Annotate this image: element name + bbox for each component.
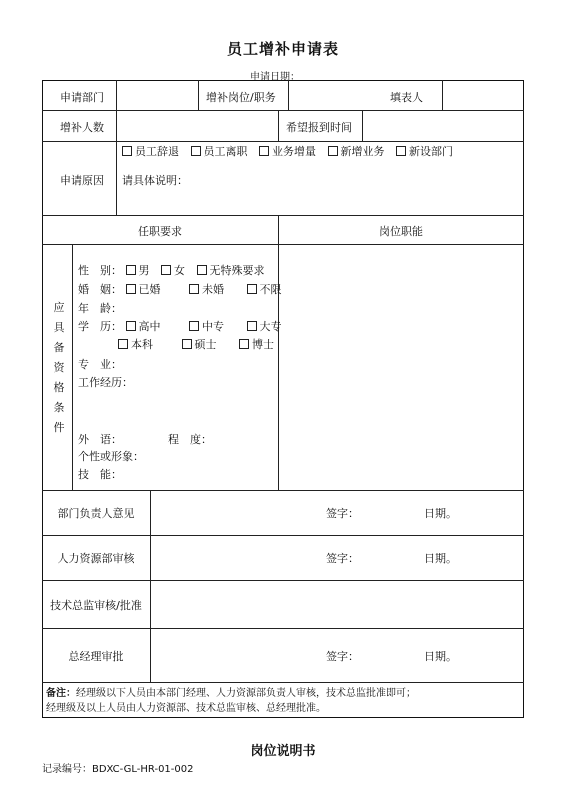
approval-dept-sign: 签字： <box>326 507 359 520</box>
reason-option[interactable]: 业务增量 <box>259 143 316 159</box>
footer-title: 岗位说明书 <box>250 744 316 759</box>
count-field[interactable] <box>118 112 276 139</box>
checkbox-icon <box>182 339 192 349</box>
duties-header: 岗位职能 <box>379 225 423 238</box>
experience-label: 工作经历： <box>78 376 133 389</box>
marital-row: 婚 姻： 已婚 未婚 不限 <box>78 283 282 296</box>
major-label: 专 业： <box>78 358 122 371</box>
requirements-header: 任职要求 <box>138 225 182 238</box>
checkbox-icon <box>126 265 136 275</box>
report-time-label: 希望报到时间 <box>286 121 352 134</box>
language-label: 外 语： <box>78 433 122 446</box>
education-option[interactable]: 硕士 <box>182 336 228 352</box>
checkbox-icon <box>239 339 249 349</box>
checkbox-icon <box>122 146 132 156</box>
duties-field[interactable] <box>280 246 522 488</box>
checkbox-icon <box>259 146 269 156</box>
approval-gm-sign: 签字： <box>326 650 359 663</box>
approval-hr-date: 日期。 <box>424 552 457 565</box>
form-title: 员工增补申请表 <box>226 40 339 58</box>
skills-label: 技 能： <box>78 468 122 481</box>
reason-option[interactable]: 新增业务 <box>328 143 385 159</box>
gender-row: 性 别： 男 女 无特殊要求 <box>78 264 265 277</box>
checkbox-icon <box>328 146 338 156</box>
checkbox-icon <box>161 265 171 275</box>
reason-option[interactable]: 新设部门 <box>396 143 453 159</box>
education-option[interactable]: 博士 <box>239 336 274 352</box>
education-option[interactable]: 本科 <box>118 336 170 352</box>
checkbox-icon <box>189 284 199 294</box>
checkbox-icon <box>247 321 257 331</box>
count-label: 增补人数 <box>60 121 104 134</box>
checkbox-icon <box>126 284 136 294</box>
approval-gm-date: 日期。 <box>424 650 457 663</box>
reason-detail-label: 请具体说明： <box>122 174 188 187</box>
gender-option[interactable]: 男 <box>126 262 150 278</box>
marital-option[interactable]: 不限 <box>247 281 282 297</box>
checkbox-icon <box>197 265 207 275</box>
reason-label: 申请原因 <box>60 174 104 187</box>
age-label: 年 龄： <box>78 302 122 315</box>
reason-option[interactable]: 员工辞退 <box>122 143 179 159</box>
checkbox-icon <box>396 146 406 156</box>
checkbox-icon <box>126 321 136 331</box>
approval-tech-label: 技术总监审核/批准 <box>50 599 142 612</box>
dept-field[interactable] <box>118 82 196 108</box>
checkbox-icon <box>118 339 128 349</box>
approval-dept-date: 日期。 <box>424 507 457 520</box>
personality-label: 个性或形象： <box>78 450 144 463</box>
approval-hr-sign: 签字： <box>326 552 359 565</box>
position-field[interactable] <box>290 82 370 108</box>
reason-options <box>122 143 461 159</box>
gender-option[interactable]: 女 <box>161 262 185 278</box>
education-option[interactable]: 中专 <box>189 318 235 334</box>
checkbox-icon <box>191 146 201 156</box>
checkbox-icon <box>247 284 257 294</box>
marital-option[interactable]: 未婚 <box>189 281 235 297</box>
approval-dept-label: 部门负责人意见 <box>57 507 135 520</box>
note: 备注：经理级以下人员由本部门经理、人力资源部负责人审核，技术总监批准即可； 经理级及以上人员由人力资源部、技术总监审核、总经理批准。 <box>46 688 416 714</box>
checkbox-icon <box>189 321 199 331</box>
record-number: 记录编号：BDXC-GL-HR-01-002 <box>42 764 194 775</box>
report-time-field[interactable] <box>364 112 522 139</box>
approval-hr-label: 人力资源部审核 <box>57 552 135 565</box>
language-level-label: 程 度： <box>168 433 212 446</box>
reason-option[interactable]: 员工离职 <box>191 143 248 159</box>
dept-label: 申请部门 <box>60 91 104 104</box>
education-option[interactable]: 大专 <box>247 318 282 334</box>
approval-gm-label: 总经理审批 <box>68 650 124 663</box>
qualification-side-label: 应 具 备 资 格 条 件 <box>53 301 65 434</box>
position-label: 增补岗位/职务 <box>206 91 276 104</box>
education-row-2 <box>118 336 282 352</box>
gender-option[interactable]: 无特殊要求 <box>197 262 265 278</box>
filler-label: 填表人 <box>390 91 423 104</box>
marital-option[interactable]: 已婚 <box>126 281 178 297</box>
education-option[interactable]: 高中 <box>126 318 178 334</box>
education-row: 学 历： 高中 中专 大专 <box>78 320 282 333</box>
apply-date-label: 申请日期： <box>250 72 300 83</box>
filler-field[interactable] <box>444 82 522 108</box>
